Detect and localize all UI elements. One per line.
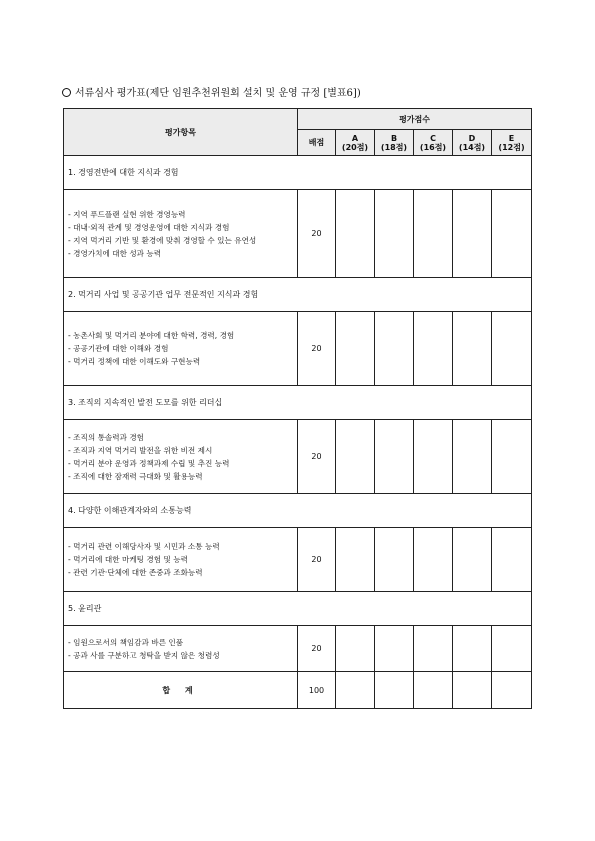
section-title: 1. 경영전반에 대한 지식과 경험: [64, 156, 532, 190]
score-cell-c[interactable]: [414, 312, 453, 386]
total-score-cell-c[interactable]: [414, 672, 453, 709]
section-items-row: [64, 190, 532, 278]
criteria-item: - 공과 사를 구분하고 청탁을 받지 않은 청렴성: [68, 649, 293, 662]
criteria-item: - 대내·외적 관계 및 경영운영에 대한 지식과 경험: [68, 221, 293, 234]
section-items-row: [64, 420, 532, 494]
score-cell-e[interactable]: [492, 626, 532, 672]
criteria-list-cell: [64, 626, 298, 672]
total-score-cell-d[interactable]: [453, 672, 492, 709]
section-title-row: [64, 156, 532, 190]
header-weight-label: 배점: [298, 130, 336, 156]
header-grade-d: [453, 130, 492, 156]
total-score-cell-e[interactable]: [492, 672, 532, 709]
section-title-row: [64, 592, 532, 626]
section-title: 2. 먹거리 사업 및 공공기관 업무 전문적인 지식과 경험: [64, 278, 532, 312]
score-cell-a[interactable]: [336, 528, 375, 592]
weight-value: 20: [298, 528, 336, 592]
criteria-item: - 임원으로서의 책임감과 바른 인품: [68, 636, 293, 649]
criteria-list-cell: [64, 312, 298, 386]
total-score-cell-a[interactable]: [336, 672, 375, 709]
circle-bullet-icon: [62, 88, 71, 97]
section-items-row: [64, 626, 532, 672]
header-grade-b: [375, 130, 414, 156]
score-cell-d[interactable]: [453, 626, 492, 672]
total-row: [64, 672, 532, 709]
section-title-row: [64, 278, 532, 312]
score-cell-b[interactable]: [375, 190, 414, 278]
section-items-row: [64, 312, 532, 386]
criteria-list-cell: [64, 528, 298, 592]
score-cell-a[interactable]: [336, 626, 375, 672]
criteria-list: [68, 540, 293, 579]
score-cell-e[interactable]: [492, 190, 532, 278]
document-title-text: 서류심사 평가표(제단 임원추천위원회 설치 및 운영 규정 [별표6]): [75, 88, 361, 99]
score-cell-c[interactable]: [414, 420, 453, 494]
score-cell-e[interactable]: [492, 528, 532, 592]
weight-value: 20: [298, 312, 336, 386]
score-cell-d[interactable]: [453, 528, 492, 592]
header-grade-c: [414, 130, 453, 156]
score-cell-b[interactable]: [375, 420, 414, 494]
grade-points: (18점): [380, 142, 408, 152]
total-label: 합 계: [64, 672, 298, 709]
score-cell-d[interactable]: [453, 190, 492, 278]
score-cell-a[interactable]: [336, 420, 375, 494]
score-cell-e[interactable]: [492, 312, 532, 386]
grade-letter: D: [468, 133, 476, 143]
score-cell-a[interactable]: [336, 312, 375, 386]
score-cell-b[interactable]: [375, 312, 414, 386]
total-score-cell-b[interactable]: [375, 672, 414, 709]
criteria-list: [68, 636, 293, 662]
grade-letter: C: [430, 133, 436, 143]
header-score-group: 평가점수: [298, 109, 532, 130]
grade-points: (14점): [458, 142, 486, 152]
total-weight: 100: [298, 672, 336, 709]
criteria-item: - 먹거리 분야 운영과 정책과제 수립 및 추진 능력: [68, 457, 293, 470]
criteria-item: - 먹거리 관련 이해당사자 및 시민과 소통 능력: [68, 540, 293, 553]
score-cell-c[interactable]: [414, 528, 453, 592]
document-title: [62, 84, 361, 99]
header-grade-a: [336, 130, 375, 156]
criteria-item: - 지역 먹거리 기반 및 환경에 맞춰 경영할 수 있는 유연성: [68, 234, 293, 247]
section-items-row: [64, 528, 532, 592]
grade-points: (12점): [498, 142, 525, 152]
criteria-item: - 경영가치에 대한 성과 능력: [68, 247, 293, 260]
grade-letter: B: [390, 133, 398, 143]
criteria-list-cell: [64, 420, 298, 494]
score-cell-c[interactable]: [414, 626, 453, 672]
header-row-top: [64, 109, 532, 130]
header-item-label: 평가항목: [64, 109, 298, 156]
grade-points: (20점): [341, 142, 369, 152]
grade-points: (16점): [419, 142, 447, 152]
section-title: 5. 윤리관: [64, 592, 532, 626]
criteria-list: [68, 329, 293, 368]
score-cell-b[interactable]: [375, 528, 414, 592]
weight-value: 20: [298, 626, 336, 672]
score-cell-d[interactable]: [453, 312, 492, 386]
criteria-list-cell: [64, 190, 298, 278]
criteria-item: - 조직에 대한 잠재력 극대화 및 활용능력: [68, 470, 293, 483]
criteria-item: - 먹거리 정책에 대한 이해도와 구현능력: [68, 355, 293, 368]
criteria-item: - 농촌사회 및 먹거리 분야에 대한 학력, 경력, 경험: [68, 329, 293, 342]
score-cell-c[interactable]: [414, 190, 453, 278]
header-grade-e: [492, 130, 532, 156]
grade-letter: A: [351, 133, 359, 143]
section-title-row: [64, 494, 532, 528]
section-title: 3. 조직의 지속적인 발전 도모를 위한 리더십: [64, 386, 532, 420]
score-cell-a[interactable]: [336, 190, 375, 278]
criteria-list: [68, 208, 293, 260]
criteria-item: - 지역 푸드플랜 실현 위한 경영능력: [68, 208, 293, 221]
score-cell-d[interactable]: [453, 420, 492, 494]
weight-value: 20: [298, 420, 336, 494]
criteria-list: [68, 431, 293, 483]
section-title: 4. 다양한 이해관계자와의 소통능력: [64, 494, 532, 528]
evaluation-table: [63, 108, 532, 709]
score-cell-e[interactable]: [492, 420, 532, 494]
criteria-item: - 먹거리에 대한 마케팅 경험 및 능력: [68, 553, 293, 566]
criteria-item: - 관련 기관·단체에 대한 존중과 조화능력: [68, 566, 293, 579]
section-title-row: [64, 386, 532, 420]
criteria-item: - 조직의 통솔력과 경험: [68, 431, 293, 444]
weight-value: 20: [298, 190, 336, 278]
criteria-item: - 조직과 지역 먹거리 발전을 위한 비전 제시: [68, 444, 293, 457]
grade-letter: E: [508, 133, 515, 143]
score-cell-b[interactable]: [375, 626, 414, 672]
criteria-item: - 공공기관에 대한 이해와 경험: [68, 342, 293, 355]
